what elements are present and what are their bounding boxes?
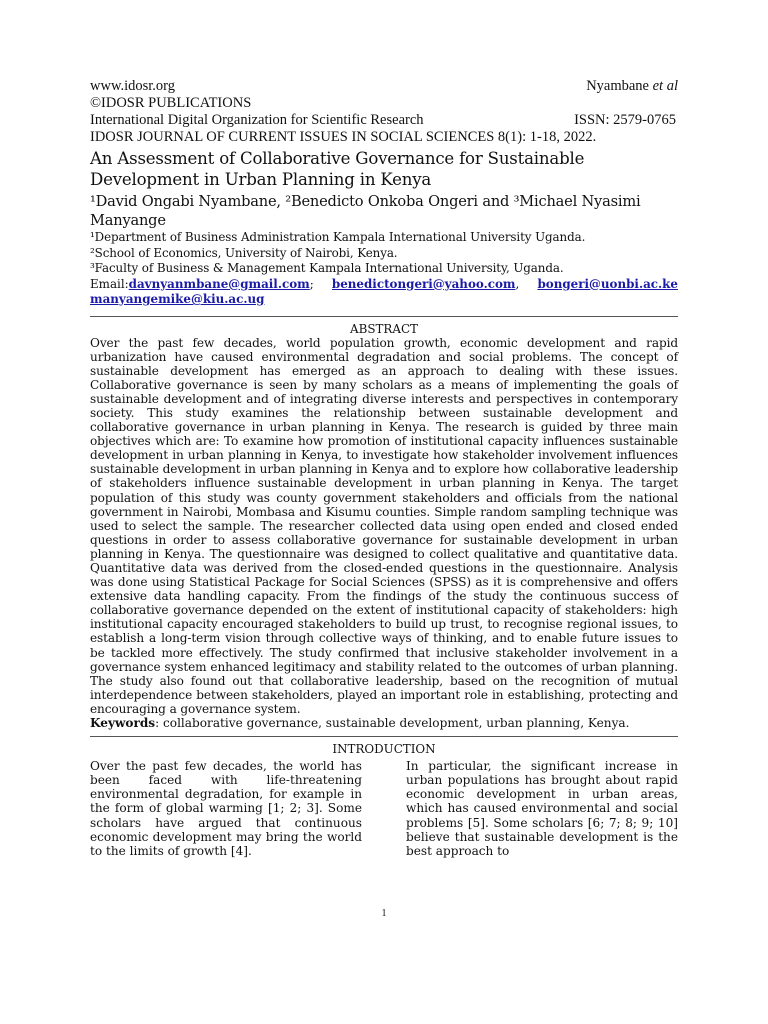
email-link-3[interactable]: bongeri@uonbi.ac.ke [537, 276, 678, 291]
affiliations [90, 230, 678, 277]
keywords-label: Keywords [90, 716, 156, 731]
abstract-text: Over the past few decades, world population growth, economic development and rapid urbanization have caused environmental degradation and social problems. The concept of sustainable development has emerged as an approach to dealing with these issues. Collaborative governance is seen by many scholars as a means of implementing the goals of sustainable development and of integrating diverse interests and perspectives in contemporary society. This study examines the relationship between sustainable development and collaborative governance in urban planning in Kenya. The research is guided by three main objectives which are: To examine how promotion of institutional capacity influences sustainable development in urban planning in Kenya, to investigate how stakeholder involvement influences sustainable development in urban planning in Kenya and to explore how collaborative leadership of stakeholders influence sustainable development in urban planning in Kenya. The target population of this study was county government stakeholders and officials from the national government in Nairobi, Mombasa and Kisumu counties. Simple random sampling technique was used to select the sample. The researcher collected data using open ended and closed ended questions in order to assess collaborative governance for sustainable development in urban planning in Kenya. The questionnaire was designed to collect qualitative and quantitative data. Quantitative data was derived from the closed-ended questions in the questionnaire. Analysis was done using Statistical Package for Social Sciences (SPSS) as it is comprehensive and offers extensive data handling capacity. From the findings of the study the continuous success of collaborative governance depended on the extent of institutional capacity of stakeholders: high institutional capacity encouraged stakeholders to build up trust, to recognise regional issues, to establish a long-term vision through collective ways of thinking, and to enable future issues to be tackled more effectively. The study confirmed that inclusive stakeholder involvement in a governance system enhanced legitimacy and stability related to the outcomes of urban planning. The study also found out that collaborative leadership, based on the recognition of mutual interdependence between stakeholders, played an important role in establishing, protecting and encouraging a governance system. [90, 335, 678, 716]
introduction-columns [90, 759, 678, 858]
paper-title: An Assessment of Collaborative Governance for Sustainable Development in Urban Planning in Kenya [90, 149, 585, 189]
affiliation-3: ³Faculty of Business & Management Kampala International University, Uganda. [90, 261, 564, 275]
organization-name: International Digital Organization for Scientific Research [90, 112, 424, 128]
keywords [90, 716, 678, 730]
journal-name: IDOSR JOURNAL OF CURRENT ISSUES IN SOCIAL SCIENCES 8(1): 1-18, 2022. [90, 129, 597, 145]
keywords-list: : collaborative governance, sustainable development, urban planning, Kenya. [155, 716, 630, 731]
divider-middle [90, 736, 678, 737]
email-link-2[interactable]: benedictongeri@yahoo.com [331, 276, 516, 291]
abstract-heading: ABSTRACT [350, 321, 418, 336]
paper-page [90, 78, 678, 858]
affiliation-2: ²School of Economics, University of Nairobi, Kenya. [90, 245, 398, 260]
email-block: Email:davnyanmbane@gmail.com; benedictongeri@yahoo.com, bongeri@uonbi.ac.ke manyangemike@kiu.ac.ug [90, 276, 678, 306]
page-number: 1 [381, 908, 387, 919]
intro-column-left: Over the past few decades, the world has been faced with life-threatening environmental degradation, for example in the form of global warming [1; 2; 3]. Some scholars have argued that continuous economic development may bring the world to the limits of growth [4]. [90, 759, 362, 858]
email-link-4[interactable]: manyangemike@kiu.ac.ug [90, 292, 265, 306]
author-list: ¹David Ongabi Nyambane, ²Benedicto Onkoba Ongeri and ³Michael Nyasimi Manyange [90, 193, 641, 229]
introduction-heading: INTRODUCTION [332, 742, 436, 757]
journal-header [90, 78, 678, 146]
running-author: Nyambane et al [586, 78, 678, 94]
divider-top [90, 316, 678, 317]
issn: ISSN: 2579-0765 [574, 112, 676, 128]
intro-column-right: In particular, the significant increase in urban populations has brought about rapid economic development in urban areas, which has caused environmental and social problems [5]. Some scholars [6; 7; 8; 9; 10] believe that sustainable development is the best approach to [406, 759, 678, 858]
publisher: ©IDOSR PUBLICATIONS [90, 95, 252, 111]
website-url[interactable]: www.idosr.org [90, 78, 175, 94]
email-link-1[interactable]: davnyanmbane@gmail.com [128, 276, 310, 291]
email-label: Email: [90, 276, 129, 291]
affiliation-1: ¹Department of Business Administration Kampala International University Uganda. [90, 230, 586, 244]
